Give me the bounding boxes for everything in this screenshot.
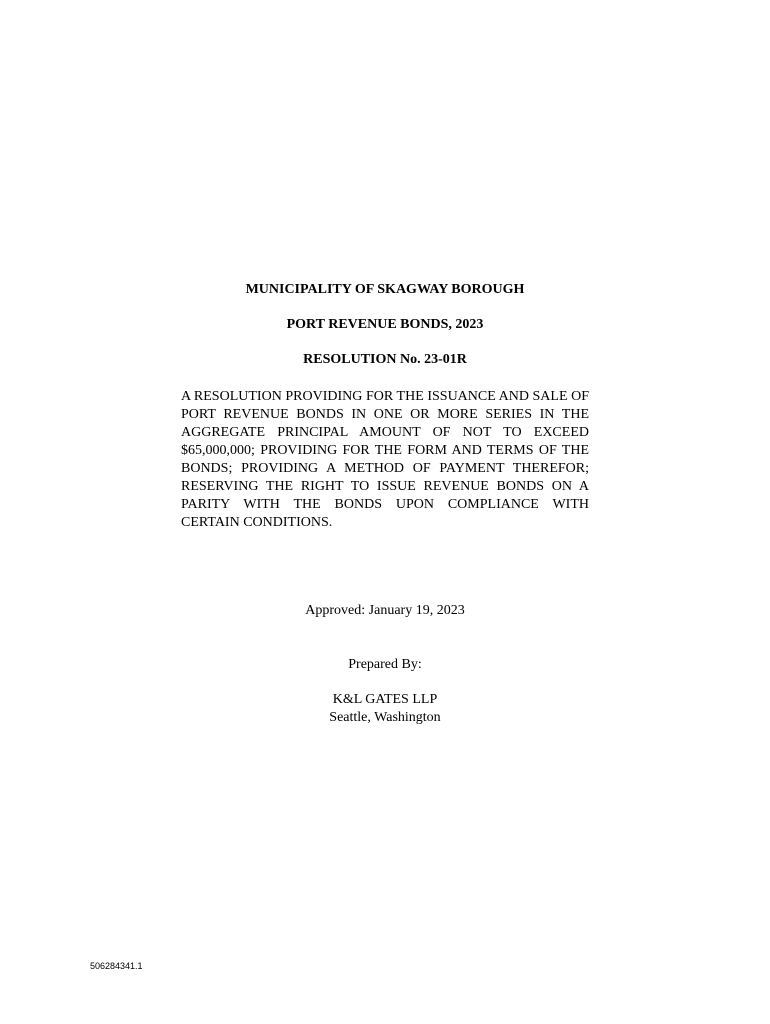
firm-name: K&L GATES LLP bbox=[332, 692, 438, 707]
resolution-text: A RESOLUTION PROVIDING FOR THE ISSUANCE AND SALE OF PORT REVENUE BONDS IN ONE OR MORE SERIES IN THE AGGREGATE PRINCIPAL AMOUNT OF NOT TO EXCEED $65,000,000; PROVIDING FOR THE FORM AND TERMS OF THE BONDS; PROVIDING A METHOD OF PAYMENT THEREFOR; RESERVING THE RIGHT TO ISSUE REVENUE BONDS ON A PARITY WITH THE BONDS UPON COMPLIANCE WITH CERTAIN CONDITIONS. bbox=[181, 389, 589, 530]
resolution-number-heading: RESOLUTION No. 23-01R bbox=[303, 352, 467, 367]
approved-date: Approved: January 19, 2023 bbox=[305, 603, 465, 618]
prepared-by-label: Prepared By: bbox=[348, 657, 422, 672]
document-id: 506284341.1 bbox=[90, 961, 143, 971]
municipality-heading: MUNICIPALITY OF SKAGWAY BOROUGH bbox=[245, 282, 525, 297]
bond-title-heading: PORT REVENUE BONDS, 2023 bbox=[286, 317, 484, 332]
firm-location: Seattle, Washington bbox=[329, 710, 441, 725]
